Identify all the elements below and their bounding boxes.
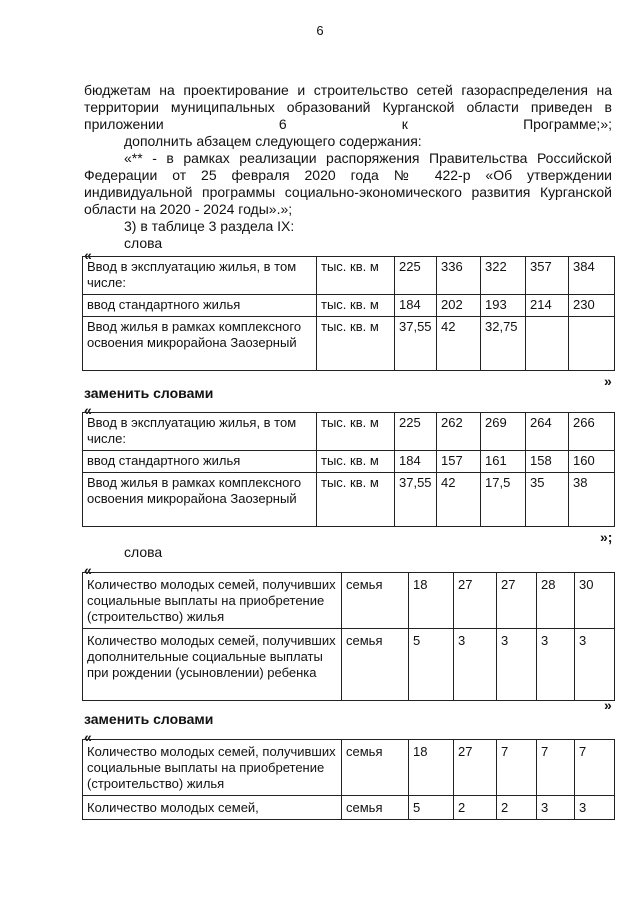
row-unit: семья <box>342 629 409 701</box>
value-cell: 2 <box>454 796 497 820</box>
value-cell: 18 <box>409 573 454 629</box>
page-number: 6 <box>316 23 324 38</box>
close-quote-1: » <box>604 373 612 389</box>
value-cell: 2 <box>497 796 537 820</box>
table-row <box>83 317 615 371</box>
row-unit: тыс. кв. м <box>317 451 395 473</box>
row-name: Ввод жилья в рамках комплексного освоения микрорайона Заозерный <box>83 317 317 371</box>
value-cell: 5 <box>409 629 454 701</box>
row-unit: тыс. кв. м <box>317 295 395 317</box>
open-quote-2: « <box>84 402 92 418</box>
value-cell: 262 <box>437 413 481 451</box>
row-unit: семья <box>342 796 409 820</box>
row-name: Количество молодых семей, получивших социальные выплаты на приобретение (строительство) жилья <box>83 573 342 629</box>
value-cell: 230 <box>569 295 615 317</box>
value-cell: 184 <box>395 451 437 473</box>
value-cell: 3 <box>575 629 615 701</box>
value-cell: 18 <box>409 740 454 796</box>
value-cell: 27 <box>454 573 497 629</box>
value-cell: 27 <box>454 740 497 796</box>
row-unit: семья <box>342 573 409 629</box>
value-cell: 161 <box>481 451 526 473</box>
row-name: ввод стандартного жилья <box>83 295 317 317</box>
value-cell: 269 <box>481 413 526 451</box>
row-unit: тыс. кв. м <box>317 413 395 451</box>
close-quote-semicolon: »; <box>600 529 613 545</box>
word-slova-1: слова <box>124 235 163 251</box>
row-unit: тыс. кв. м <box>317 473 395 527</box>
footnote-paragraph: «** - в рамках реализации распоряжения Правительства Российской Федерации от 25 февраля 2020 года № 422-р «Об утверждении индивидуальной программы социально-экономического развития Курганской области на 2020 - 2024 годы».»; <box>84 150 612 217</box>
table-housing-new <box>82 412 615 527</box>
value-cell: 336 <box>437 257 481 295</box>
word-slova-2: слова <box>124 544 163 560</box>
item-3-heading: 3) в таблице 3 раздела IX: <box>124 218 295 234</box>
row-name: ввод стандартного жилья <box>83 451 317 473</box>
table-row <box>83 413 615 451</box>
value-cell <box>526 317 569 371</box>
row-name: Количество молодых семей, получивших дополнительные социальные выплаты при рождении (усыновлении) ребенка <box>83 629 342 701</box>
value-cell: 202 <box>437 295 481 317</box>
value-cell: 42 <box>437 317 481 371</box>
table-housing-old <box>82 256 615 371</box>
open-quote-4: « <box>84 729 92 745</box>
value-cell: 3 <box>454 629 497 701</box>
value-cell: 3 <box>537 629 575 701</box>
value-cell: 357 <box>526 257 569 295</box>
value-cell: 5 <box>409 796 454 820</box>
value-cell: 28 <box>537 573 575 629</box>
row-name: Ввод в эксплуатацию жилья, в том числе: <box>83 413 317 451</box>
value-cell: 225 <box>395 257 437 295</box>
row-unit: тыс. кв. м <box>317 257 395 295</box>
open-quote-3: « <box>84 562 92 578</box>
table-families-old <box>82 572 615 701</box>
row-unit: семья <box>342 740 409 796</box>
value-cell: 322 <box>481 257 526 295</box>
table-row <box>83 740 615 796</box>
open-quote-1: « <box>84 247 92 263</box>
value-cell: 17,5 <box>481 473 526 527</box>
value-cell: 3 <box>497 629 537 701</box>
value-cell: 158 <box>526 451 569 473</box>
value-cell: 37,55 <box>395 317 437 371</box>
value-cell: 38 <box>569 473 615 527</box>
table-row <box>83 257 615 295</box>
value-cell <box>569 317 615 371</box>
add-paragraph-instruction: дополнить абзацем следующего содержания: <box>124 133 422 149</box>
value-cell: 37,55 <box>395 473 437 527</box>
value-cell: 384 <box>569 257 615 295</box>
value-cell: 266 <box>569 413 615 451</box>
row-unit: тыс. кв. м <box>317 317 395 371</box>
value-cell: 3 <box>575 796 615 820</box>
value-cell: 30 <box>575 573 615 629</box>
table-row <box>83 451 615 473</box>
row-name: Ввод в эксплуатацию жилья, в том числе: <box>83 257 317 295</box>
value-cell: 264 <box>526 413 569 451</box>
value-cell: 35 <box>526 473 569 527</box>
value-cell: 3 <box>537 796 575 820</box>
close-quote-2: » <box>604 697 612 713</box>
value-cell: 225 <box>395 413 437 451</box>
value-cell: 214 <box>526 295 569 317</box>
value-cell: 42 <box>437 473 481 527</box>
row-name: Ввод жилья в рамках комплексного освоения микрорайона Заозерный <box>83 473 317 527</box>
row-name: Количество молодых семей, <box>83 796 342 820</box>
value-cell: 184 <box>395 295 437 317</box>
value-cell: 32,75 <box>481 317 526 371</box>
value-cell: 7 <box>497 740 537 796</box>
value-cell: 157 <box>437 451 481 473</box>
value-cell: 7 <box>575 740 615 796</box>
table-row <box>83 295 615 317</box>
intro-paragraph: бюджетам на проектирование и строительство сетей газораспределения на территории муниципальных образований Курганской области приведен в приложении 6 к Программе;»; <box>84 82 612 132</box>
table-row <box>83 473 615 527</box>
row-name: Количество молодых семей, получивших социальные выплаты на приобретение (строительство) жилья <box>83 740 342 796</box>
table-families-new <box>82 739 615 820</box>
value-cell: 193 <box>481 295 526 317</box>
word-zamenit-1: заменить словами <box>84 385 214 401</box>
word-zamenit-2: заменить словами <box>84 711 214 727</box>
value-cell: 27 <box>497 573 537 629</box>
table-row <box>83 629 615 701</box>
value-cell: 7 <box>537 740 575 796</box>
table-row <box>83 796 615 820</box>
value-cell: 160 <box>569 451 615 473</box>
table-row <box>83 573 615 629</box>
